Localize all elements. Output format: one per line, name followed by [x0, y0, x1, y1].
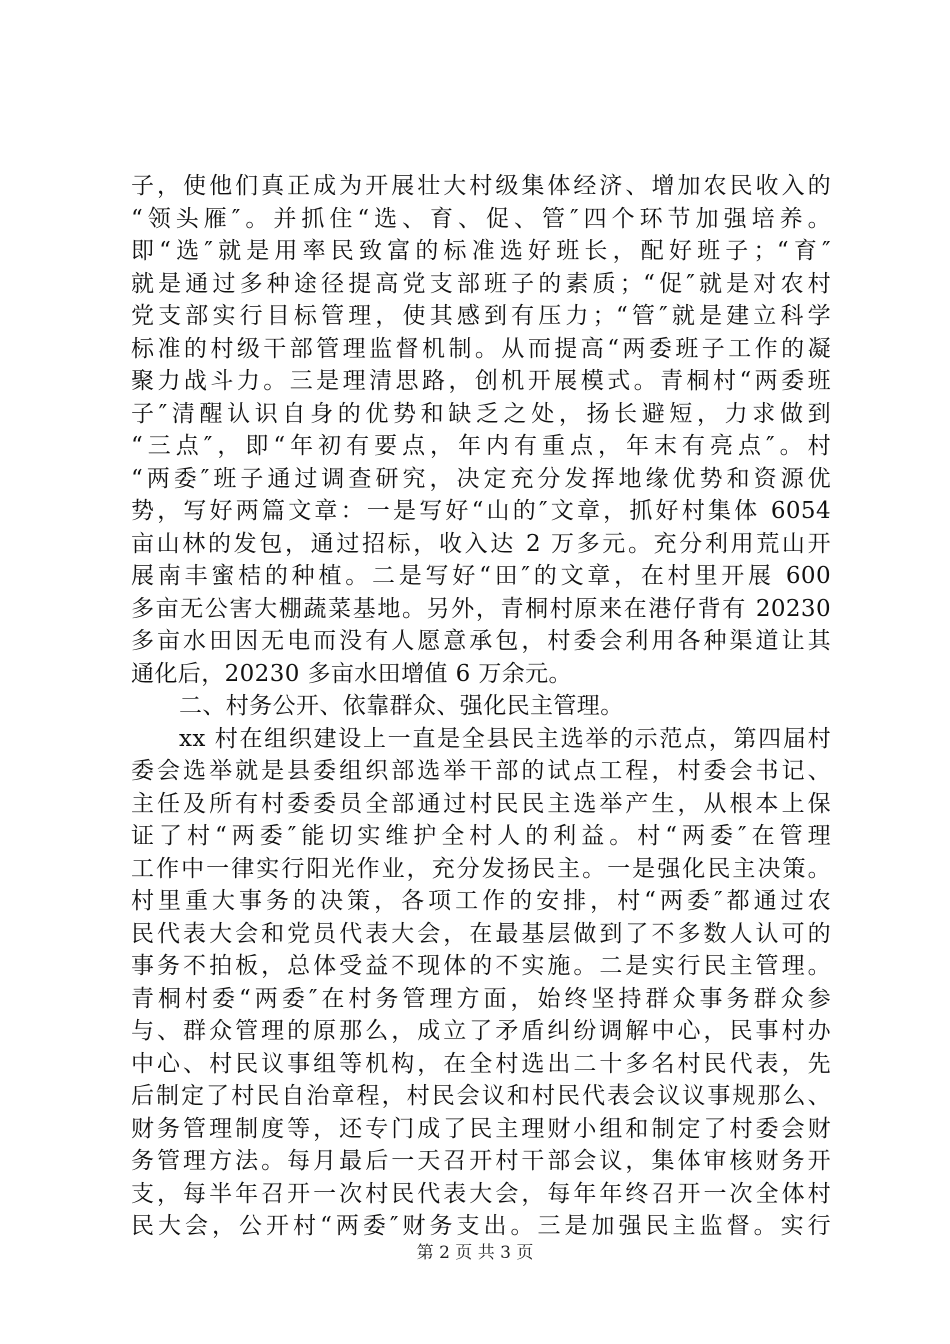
- text-line: 主任及所有村委委员全部通过村民民主选举产生，从根本上保: [131, 790, 831, 817]
- text-line: 后制定了村民自治章程，村民会议和村民代表会议议事规那么、: [131, 1083, 831, 1109]
- text-line: 聚力战斗力。三是理清思路，创机开展模式。青桐村“两委班: [131, 368, 831, 394]
- text-line: 亩山林的发包，通过招标，收入达 2 万多元。充分利用荒山开: [131, 530, 831, 557]
- text-line: 子″清醒认识自身的优势和缺乏之处，扬长避短，力求做到: [131, 400, 831, 427]
- text-line: 务管理方法。每月最后一天召开村干部会议，集体审核财务开: [131, 1148, 831, 1174]
- text-line: 多亩无公害大棚蔬菜基地。另外，青桐村原来在港仔背有 20230: [131, 595, 831, 622]
- text-line: 即“选″就是用率民致富的标准选好班长，配好班子；“育″: [131, 238, 831, 264]
- paragraph-start-line: xx 村在组织建设上一直是全县民主选举的示范点，第四届村: [179, 725, 831, 752]
- text-line: “两委″班子通过调查研究，决定充分发挥地缘优势和资源优: [131, 465, 831, 492]
- text-line: 青桐村委“两委″在村务管理方面，始终坚持群众事务群众参: [131, 985, 831, 1012]
- text-line: 证了村“两委″能切实维护全村人的利益。村“两委″在管理: [131, 823, 831, 849]
- text-line: 委会选举就是县委组织部选举干部的试点工程，村委会书记、: [131, 758, 831, 784]
- text-line: “领头雁″。并抓住“选、育、促、管″四个环节加强培养。: [131, 205, 831, 232]
- page-number-footer: 第 2 页 共 3 页: [416, 1243, 534, 1263]
- text-line: 民大会，公开村“两委″财务支出。三是加强民主监督。实行: [131, 1213, 831, 1239]
- text-line: 财务管理制度等，还专门成了民主理财小组和制定了村委会财: [131, 1115, 831, 1142]
- text-line: 事务不拍板，总体受益不现体的不实施。二是实行民主管理。: [131, 953, 831, 979]
- text-line: 与、群众管理的原那么，成立了矛盾纠纷调解中心，民事村办: [131, 1018, 831, 1044]
- text-line: 就是通过多种途径提高党支部班子的素质；“促″就是对农村: [131, 270, 831, 297]
- text-line: 党支部实行目标管理，使其感到有压力；“管″就是建立科学: [131, 303, 831, 329]
- paragraph-end-line: 通化后，20230 多亩水田增值 6 万余元。: [131, 660, 572, 687]
- text-line: “三点″，即“年初有要点，年内有重点，年末有亮点″。村: [131, 433, 831, 459]
- section-heading: 二、村务公开、依靠群众、强化民主管理。: [179, 693, 624, 719]
- text-line: 标准的村级干部管理监督机制。从而提高“两委班子工作的凝: [131, 335, 831, 362]
- text-line: 子，使他们真正成为开展壮大村级集体经济、增加农民收入的: [131, 173, 831, 199]
- text-line: 工作中一律实行阳光作业，充分发扬民主。一是强化民主决策。: [131, 855, 831, 882]
- text-line: 势，写好两篇文章：一是写好“山的″文章，抓好村集体 6054: [131, 498, 831, 524]
- text-line: 中心、村民议事组等机构，在全村选出二十多名村民代表，先: [131, 1050, 831, 1077]
- text-line: 展南丰蜜桔的种植。二是写好“田″的文章，在村里开展 600: [131, 563, 831, 589]
- text-line: 多亩水田因无电而没有人愿意承包，村委会利用各种渠道让其: [131, 628, 831, 654]
- text-line: 民代表大会和党员代表大会，在最基层做到了不多数人认可的: [131, 920, 831, 947]
- document-body: [131, 170, 831, 1243]
- text-line: 支，每半年召开一次村民代表大会，每年年终召开一次全体村: [131, 1180, 831, 1207]
- text-line: 村里重大事务的决策，各项工作的安排，村“两委″都通过农: [131, 888, 831, 914]
